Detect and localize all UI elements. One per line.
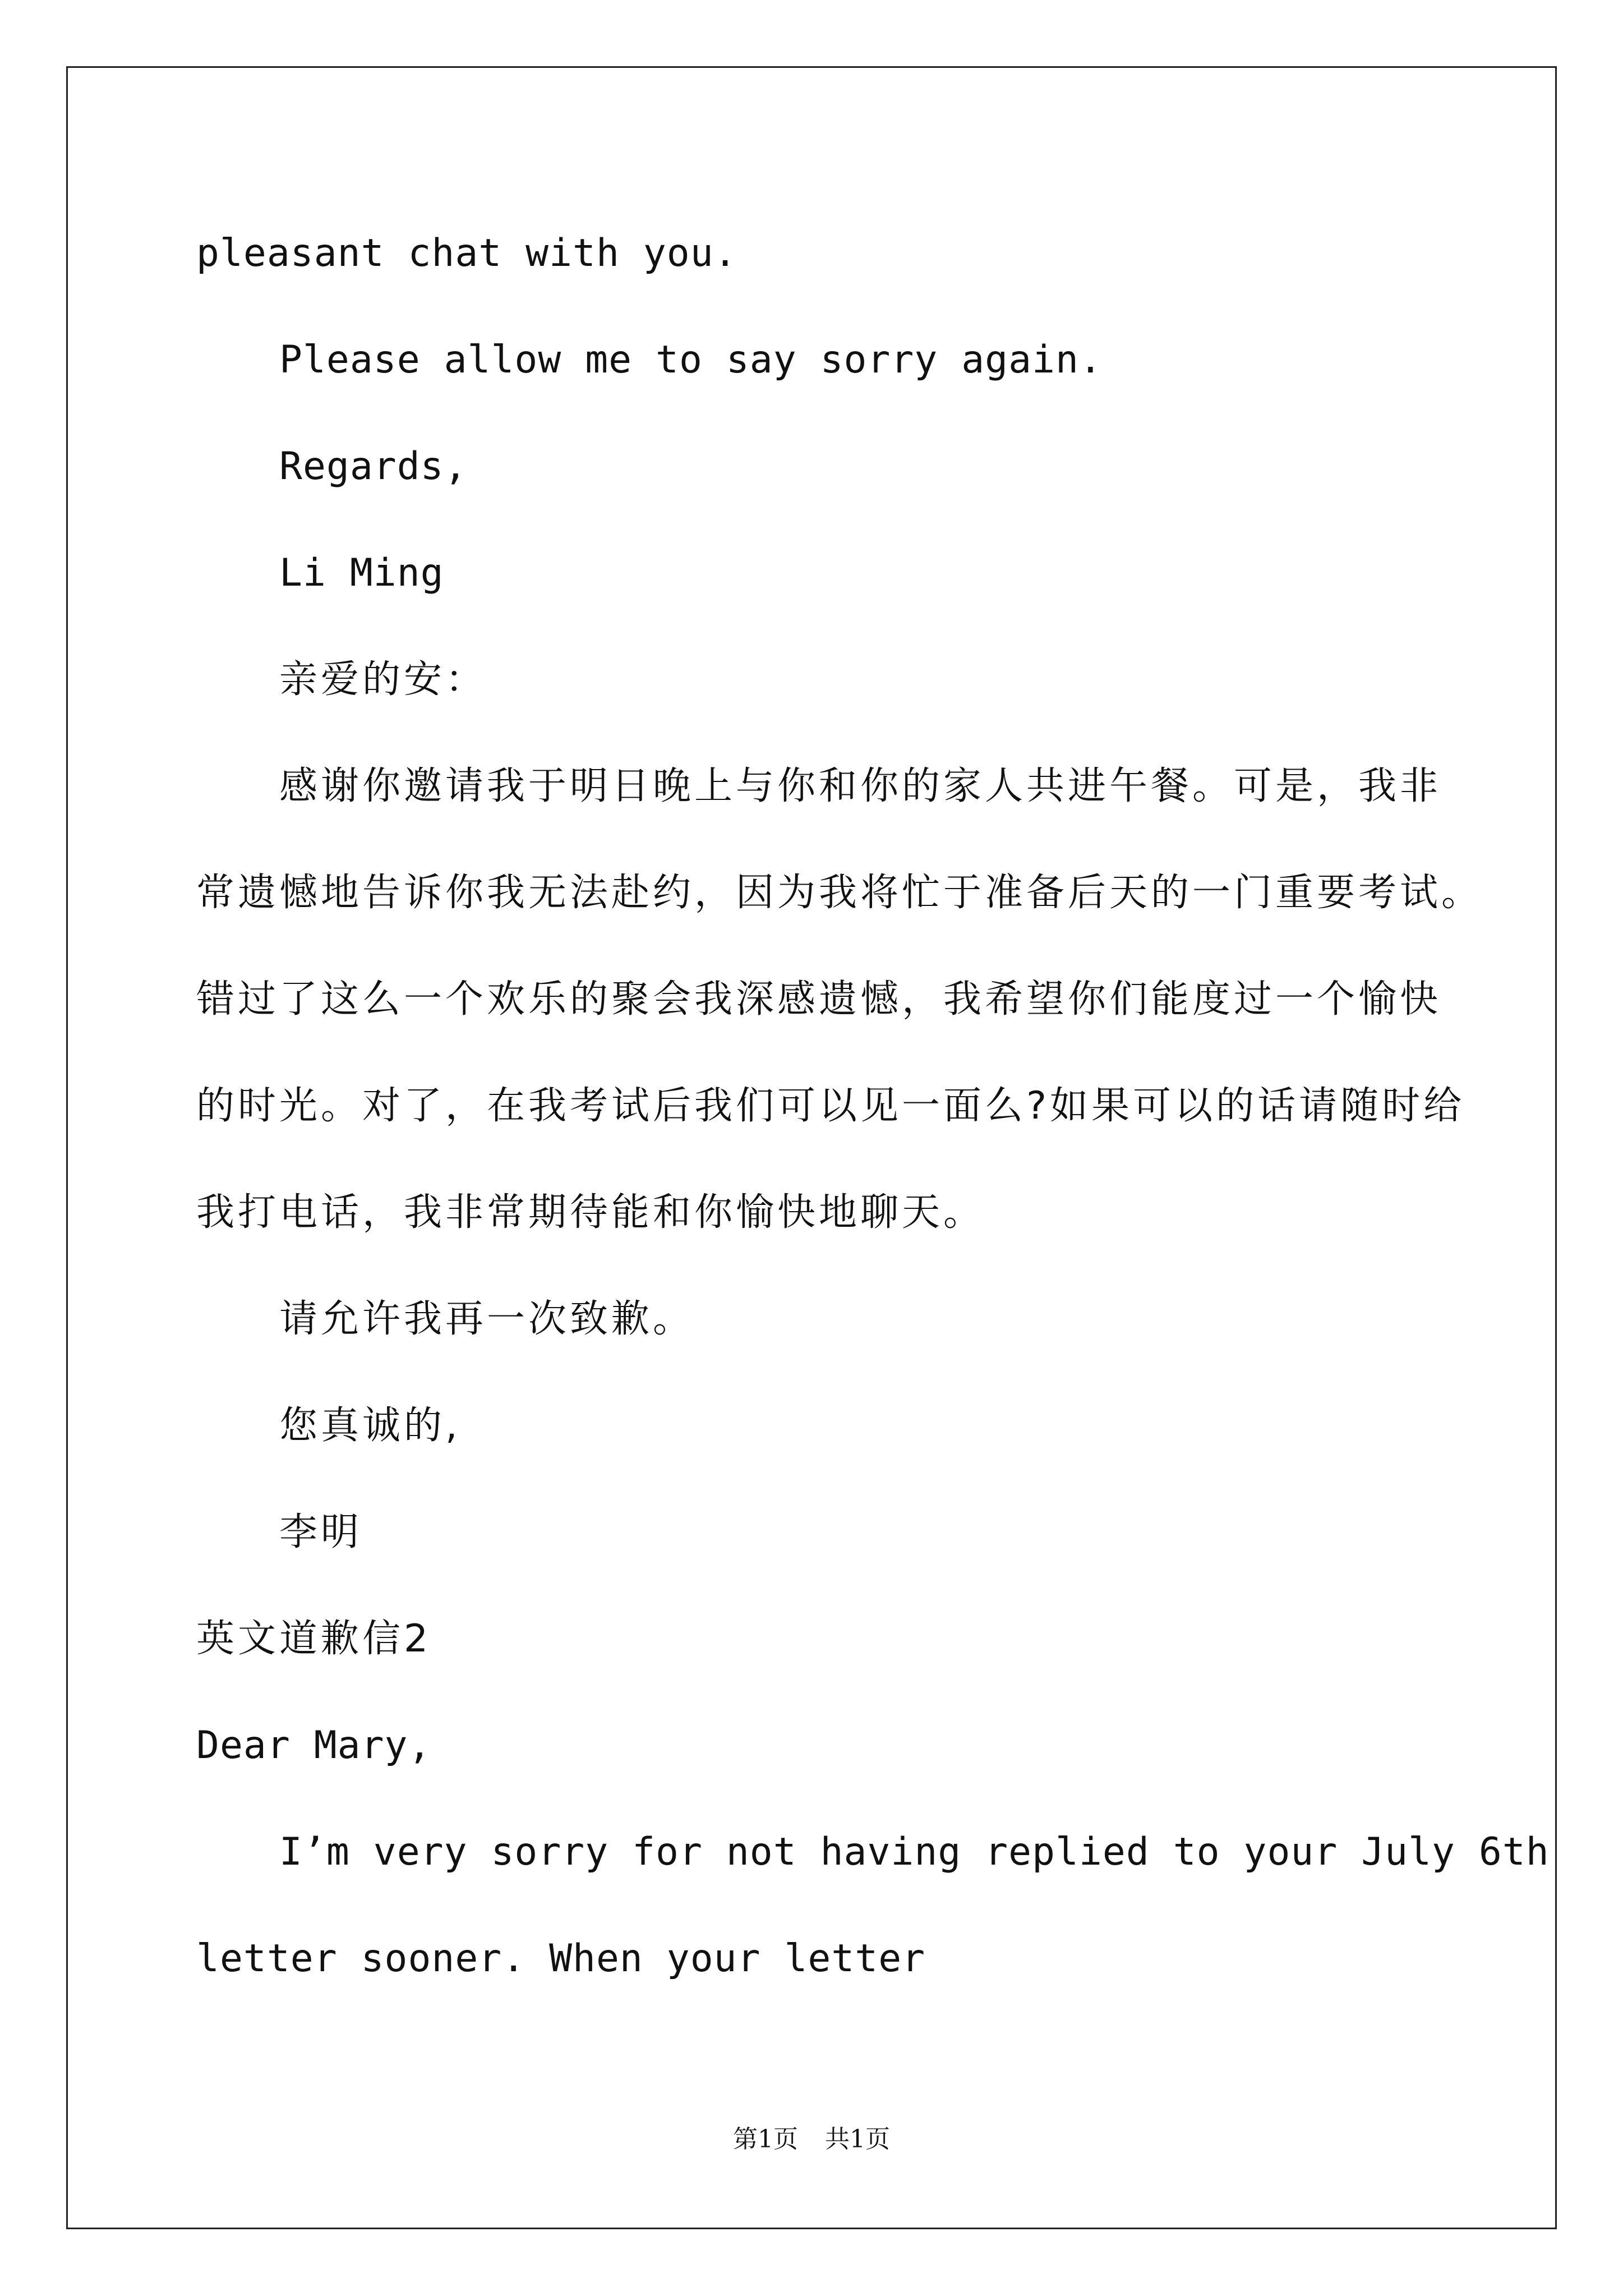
text-line-17: letter sooner. When your letter [196,1936,926,1981]
text-line-3: Regards, [279,444,468,489]
text-line-8: 错过了这么一个欢乐的聚会我深感遗憾，我希望你们能度过一个愉快 [196,977,1442,1022]
text-line-13: 李明 [279,1510,363,1554]
text-line-10: 我打电话，我非常期待能和你愉快地聊天。 [196,1190,985,1235]
document-body [196,220,1550,2032]
text-line-9: 的时光。对了，在我考试后我们可以见一面么?如果可以的话请随时给 [196,1084,1465,1128]
section-heading: 英文道歉信2 [196,1617,432,1661]
text-line-7: 常遗憾地告诉你我无法赴约，因为我将忙于准备后天的一门重要考试。 [196,871,1483,915]
text-line-15: Dear Mary, [196,1723,432,1768]
page-number-current: 第1页 [733,2125,798,2154]
page-number-total: 共1页 [825,2125,890,2154]
text-line-2: Please allow me to say sorry again. [279,338,1103,382]
text-line-16: I’m very sorry for not having replied to your July 6th [279,1830,1550,1874]
text-line-6: 感谢你邀请我于明日晚上与你和你的家人共进午餐。可是，我非 [279,764,1442,808]
text-line-1: pleasant chat with you. [196,231,737,275]
page-footer [0,2123,1623,2156]
text-line-5: 亲爱的安： [279,657,487,702]
text-line-11: 请允许我再一次致歉。 [279,1297,695,1341]
text-line-12: 您真诚的, [279,1404,461,1448]
text-line-4: Li Ming [279,551,444,595]
